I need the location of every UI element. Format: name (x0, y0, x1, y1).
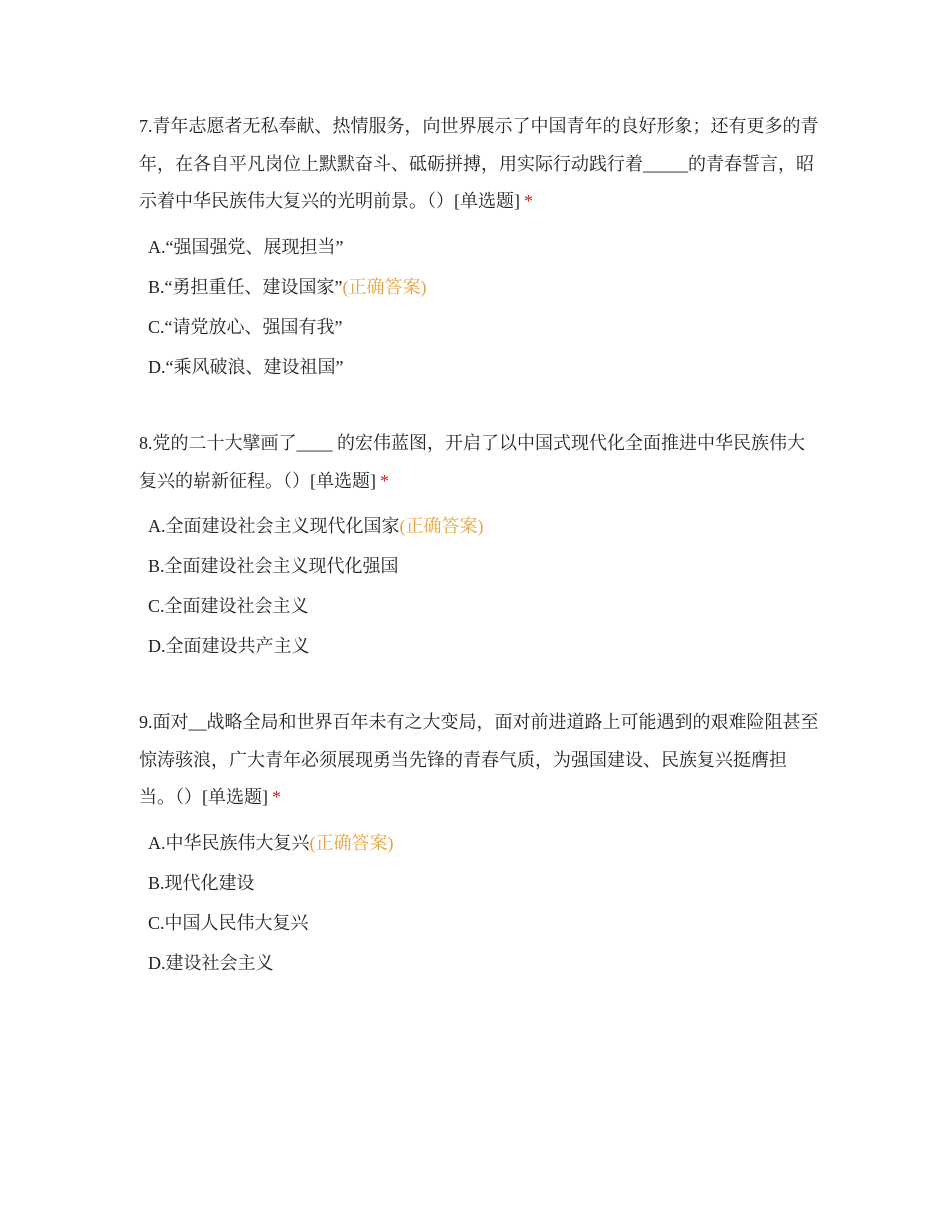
option-text: D.“乘风破浪、建设祖国” (148, 356, 344, 377)
option-c (139, 903, 819, 943)
option-list (139, 506, 819, 666)
option-b (139, 546, 819, 586)
option-text: D.建设社会主义 (148, 952, 274, 973)
option-b (139, 267, 819, 307)
required-mark: * (380, 470, 389, 491)
option-text: C.全面建设社会主义 (148, 596, 309, 616)
option-d (139, 626, 819, 666)
option-list (139, 227, 819, 387)
option-a (139, 227, 819, 267)
option-text: A.全面建设社会主义现代化国家 (148, 516, 400, 536)
option-text: B.全面建设社会主义现代化强国 (148, 556, 399, 576)
option-a (139, 823, 819, 863)
required-mark: * (272, 787, 281, 807)
correct-answer-mark: (正确答案) (399, 516, 484, 536)
correct-answer-mark: (正确答案) (309, 832, 394, 853)
option-text: D.全面建设共产主义 (148, 636, 310, 656)
option-text: A.“强国强党、展现担当” (148, 236, 344, 257)
required-mark: * (524, 191, 533, 211)
option-text: B.“勇担重任、建设国家” (148, 276, 343, 297)
question-text: 9.面对__战略全局和世界百年未有之大变局，面对前进道路上可能遇到的艰难险阻甚至惊涛骇浪，广大青年必须展现勇当先锋的青春气质，为强国建设、民族复兴挺膺担当。（）[单选题] (139, 712, 819, 807)
question-stem (139, 108, 819, 221)
correct-answer-mark: (正确答案) (342, 276, 427, 297)
question-9 (139, 704, 819, 983)
question-text: 7.青年志愿者无私奉献、热情服务，向世界展示了中国青年的良好形象；还有更多的青年，在各自平凡岗位上默默奋斗、砥砺拼搏，用实际行动践行着_____的青春誓言，昭示着中华民族伟大复兴的光明前景。（）[单选题] (139, 116, 819, 211)
option-c (139, 307, 819, 347)
option-d (139, 943, 819, 983)
option-text: A.中华民族伟大复兴 (148, 832, 310, 853)
option-list (139, 823, 819, 983)
option-c (139, 586, 819, 626)
option-a (139, 506, 819, 546)
option-d (139, 347, 819, 387)
question-stem (139, 425, 819, 500)
question-8 (139, 425, 819, 666)
option-text: C.中国人民伟大复兴 (148, 912, 309, 933)
question-text: 8.党的二十大擘画了____ 的宏伟蓝图，开启了以中国式现代化全面推进中华民族伟大复兴的崭新征程。（）[单选题] (139, 433, 805, 491)
question-stem (139, 704, 819, 817)
option-text: B.现代化建设 (148, 872, 255, 893)
option-text: C.“请党放心、强国有我” (148, 316, 343, 337)
option-b (139, 863, 819, 903)
question-7 (139, 108, 819, 387)
